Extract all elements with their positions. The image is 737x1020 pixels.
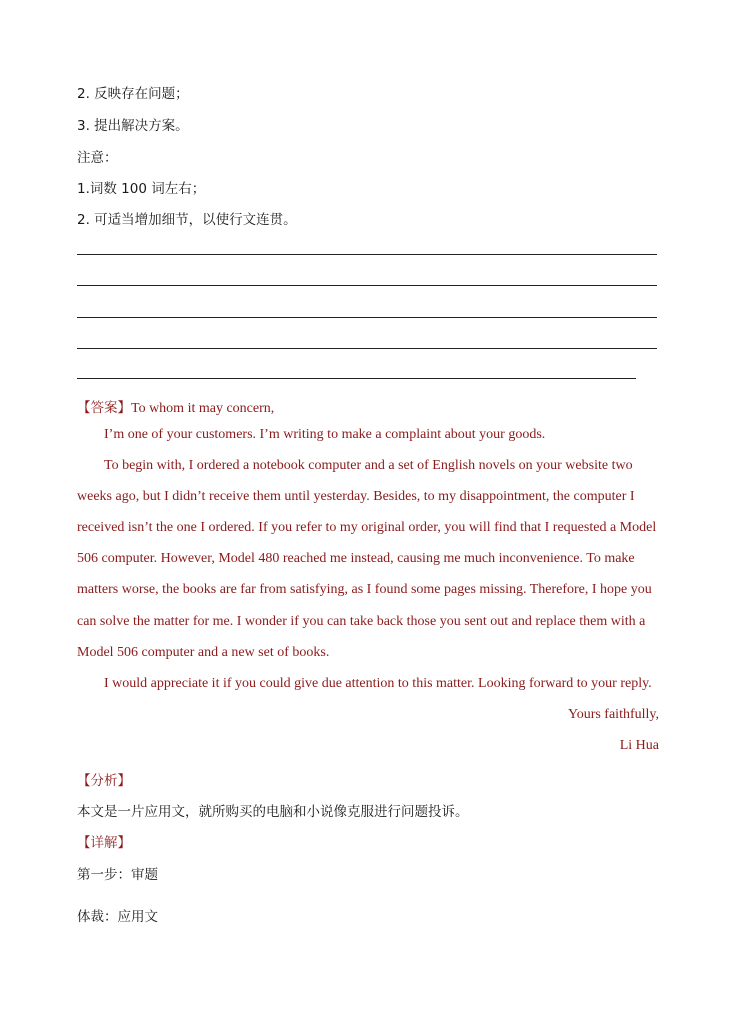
writing-line [77,317,657,318]
note-item-2: 2. 可适当增加细节，以使行文连贯。 [77,212,297,228]
answer-para2-line: received isn’t the one I ordered. If you refer to my original order, you will find that I requested a Model [77,520,657,535]
writing-line [77,348,657,349]
answer-block [77,396,274,417]
answer-para2-line: 506 computer. However, Model 480 reached me instead, causing me much inconvenience. To make [77,551,635,566]
answer-signature: Li Hua [619,738,659,753]
analysis-text: 本文是一片应用文，就所购买的电脑和小说像克服进行问题投诉。 [77,804,469,820]
detail-step-1: 第一步：审题 [77,867,158,883]
analysis-label: 【分析】 [77,773,131,789]
detail-genre: 体裁：应用文 [77,909,158,925]
answer-paragraph-1: I’m one of your customers. I’m writing to make a complaint about your goods. [104,427,546,442]
answer-salutation: To whom it may concern, [131,401,275,416]
answer-closing: Yours faithfully, [567,707,659,722]
requirement-item-3: 3. 提出解决方案。 [77,118,189,134]
answer-para2-line: weeks ago, but I didn’t receive them until yesterday. Besides, to my disappointment, the computer I [77,489,635,504]
note-heading: 注意： [77,150,118,166]
writing-line [77,285,657,286]
answer-para2-line: matters worse, the books are far from satisfying, as I found some pages missing. Therefore, I hope you [77,582,652,597]
answer-paragraph-3: I would appreciate it if you could give due attention to this matter. Looking forward to your reply. [104,676,652,691]
note-item-1: 1.词数 100 词左右； [77,181,206,197]
answer-label: 【答案】 [77,400,131,416]
requirement-item-2: 2. 反映存在问题； [77,86,189,102]
writing-line [77,378,636,379]
detail-label: 【详解】 [77,835,131,851]
writing-line [77,254,657,255]
answer-para2-line: Model 506 computer and a new set of books. [77,645,330,660]
answer-para2-line: To begin with, I ordered a notebook computer and a set of English novels on your website two [104,458,633,473]
answer-para2-line: can solve the matter for me. I wonder if you can take back those you sent out and replace them with a [77,614,646,629]
